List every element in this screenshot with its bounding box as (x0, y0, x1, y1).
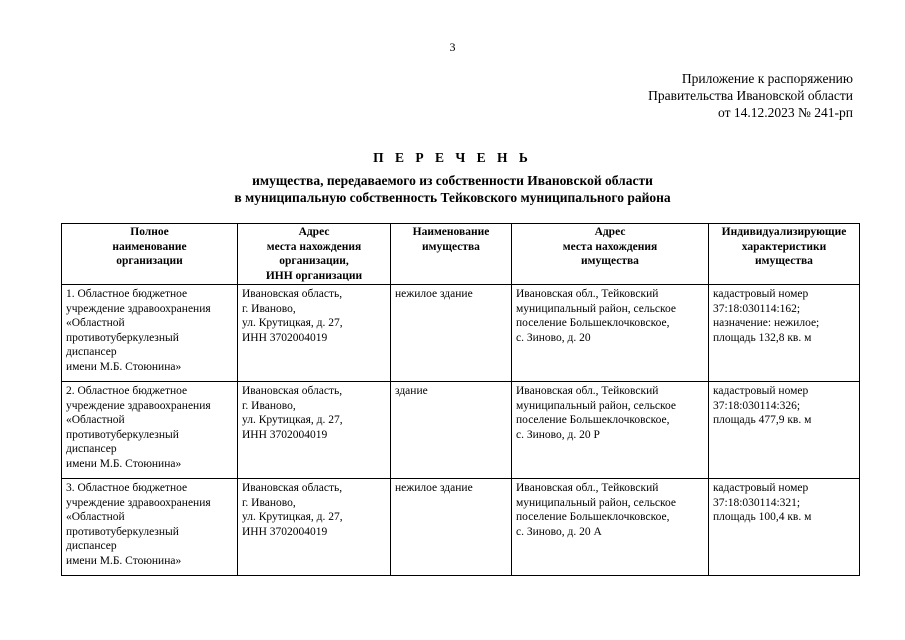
cell-text-line: ИНН 3702004019 (242, 428, 328, 441)
cell-text-line: имени М.Б. Стоюнина» (66, 360, 182, 373)
cell-text-line: ИНН 3702004019 (242, 331, 328, 344)
cell-text-line: диспансер (66, 443, 117, 455)
cell-text-line: ул. Крутицкая, д. 27, (242, 317, 343, 329)
cell-text-line: нежилое здание (395, 482, 473, 494)
cell-text-line: учреждение здравоохранения (66, 496, 211, 509)
cell-text-line: учреждение здравоохранения (66, 302, 211, 315)
cell-text-line: Ивановская обл., Тейковский (516, 288, 659, 300)
header-property-address (512, 224, 709, 285)
header-org-address (238, 224, 391, 285)
header-text-line: Полное (130, 226, 169, 238)
subtitle-line: в муниципальную собственность Тейковского муниципального района (234, 190, 671, 205)
cell-text-line: 1. Областное бюджетное (66, 288, 188, 300)
cell-text-line: ИНН 3702004019 (242, 525, 328, 538)
cell-text-line: здание (395, 385, 428, 397)
cell-text-line: г. Иваново, (242, 399, 296, 412)
cell-property-address (512, 479, 709, 576)
cell-text-line: с. Зиново, д. 20 А (516, 525, 602, 538)
cell-property-name (391, 479, 512, 576)
header-text-line: места нахождения (562, 240, 658, 253)
cell-text-line: Ивановская область, (242, 385, 343, 397)
table-header (62, 224, 860, 285)
cell-text-line: противотуберкулезный (66, 331, 179, 344)
property-table (61, 223, 860, 576)
table-body (62, 285, 860, 576)
cell-text-line: Ивановская обл., Тейковский (516, 482, 659, 494)
cell-text-line: диспансер (66, 346, 117, 358)
cell-text-line: ул. Крутицкая, д. 27, (242, 414, 343, 426)
cell-text-line: площадь 132,8 кв. м (713, 331, 812, 344)
cell-org-name (62, 479, 238, 576)
header-text-line: имущества (581, 255, 639, 267)
cell-text-line: поселение Большеклочковское, (516, 317, 670, 329)
header-text-line: Наименование (412, 226, 490, 238)
header-text-line: организации, (279, 255, 349, 267)
cell-text-line: имени М.Б. Стоюнина» (66, 554, 182, 567)
document-subtitle (0, 172, 905, 206)
header-org-name (62, 224, 238, 285)
cell-text-line: имени М.Б. Стоюнина» (66, 457, 182, 470)
cell-text-line: г. Иваново, (242, 302, 296, 315)
cell-text-line: площадь 100,4 кв. м (713, 511, 812, 523)
document-title: П Е Р Е Ч Е Н Ь (373, 150, 532, 165)
cell-text-line: г. Иваново, (242, 496, 296, 509)
cell-text-line: с. Зиново, д. 20 Р (516, 428, 600, 441)
cell-text-line: диспансер (66, 540, 117, 552)
cell-property-name (391, 382, 512, 479)
cell-text-line: кадастровый номер (713, 385, 809, 397)
cell-property-name (391, 285, 512, 382)
cell-text-line: площадь 477,9 кв. м (713, 414, 812, 426)
cell-text-line: муниципальный район, сельское (516, 399, 676, 412)
header-text-line: характеристики (741, 240, 827, 253)
appendix-line: от 14.12.2023 № 241-рп (718, 105, 853, 120)
header-text-line: Адрес (594, 226, 626, 238)
cell-text-line: 3. Областное бюджетное (66, 482, 188, 494)
cell-text-line: «Областной (66, 414, 125, 426)
cell-org-address (238, 479, 391, 576)
cell-text-line: муниципальный район, сельское (516, 496, 676, 509)
cell-text-line: учреждение здравоохранения (66, 399, 211, 412)
header-text-line: ИНН организации (265, 269, 363, 282)
appendix-line: Правительства Ивановской области (648, 88, 853, 103)
cell-org-address (238, 382, 391, 479)
cell-text-line: 2. Областное бюджетное (66, 385, 188, 397)
appendix-line: Приложение к распоряжению (681, 71, 853, 86)
table-row (62, 382, 860, 479)
header-text-line: имущества (422, 240, 480, 253)
cell-org-address (238, 285, 391, 382)
cell-text-line: противотуберкулезный (66, 525, 179, 538)
cell-property-address (512, 285, 709, 382)
cell-text-line: назначение: нежилое; (713, 317, 820, 329)
cell-text-line: Ивановская обл., Тейковский (516, 385, 659, 397)
header-text-line: Индивидуализирующие (721, 226, 847, 238)
cell-text-line: с. Зиново, д. 20 (516, 331, 591, 344)
cell-property-address (512, 382, 709, 479)
cell-text-line: кадастровый номер (713, 288, 809, 300)
cell-text-line: поселение Большеклочковское, (516, 511, 670, 523)
subtitle-line: имущества, передаваемого из собственности Ивановской области (252, 173, 653, 188)
cell-text-line: «Областной (66, 511, 125, 523)
cell-text-line: муниципальный район, сельское (516, 302, 676, 315)
cell-text-line: Ивановская область, (242, 482, 343, 494)
cell-characteristics (709, 479, 860, 576)
cell-text-line: нежилое здание (395, 288, 473, 300)
cell-characteristics (709, 382, 860, 479)
header-property-name (391, 224, 512, 285)
cell-characteristics (709, 285, 860, 382)
appendix-note (648, 70, 853, 121)
header-text-line: Адрес (298, 226, 330, 238)
header-text-line: места нахождения (266, 240, 362, 253)
header-text-line: наименование (112, 240, 187, 253)
cell-org-name (62, 382, 238, 479)
page-number: 3 (449, 40, 456, 54)
cell-text-line: кадастровый номер (713, 482, 809, 494)
header-row (62, 224, 860, 285)
header-text-line: организации (116, 255, 183, 267)
cell-text-line: 37:18:030114:326; (713, 399, 801, 412)
cell-text-line: «Областной (66, 317, 125, 329)
cell-text-line: 37:18:030114:162; (713, 302, 801, 315)
table-row (62, 479, 860, 576)
table-row (62, 285, 860, 382)
header-characteristics (709, 224, 860, 285)
cell-text-line: 37:18:030114:321; (713, 496, 801, 509)
header-text-line: имущества (755, 255, 813, 267)
cell-text-line: Ивановская область, (242, 288, 343, 300)
cell-text-line: ул. Крутицкая, д. 27, (242, 511, 343, 523)
cell-text-line: противотуберкулезный (66, 428, 179, 441)
cell-text-line: поселение Большеклочковское, (516, 414, 670, 426)
cell-org-name (62, 285, 238, 382)
